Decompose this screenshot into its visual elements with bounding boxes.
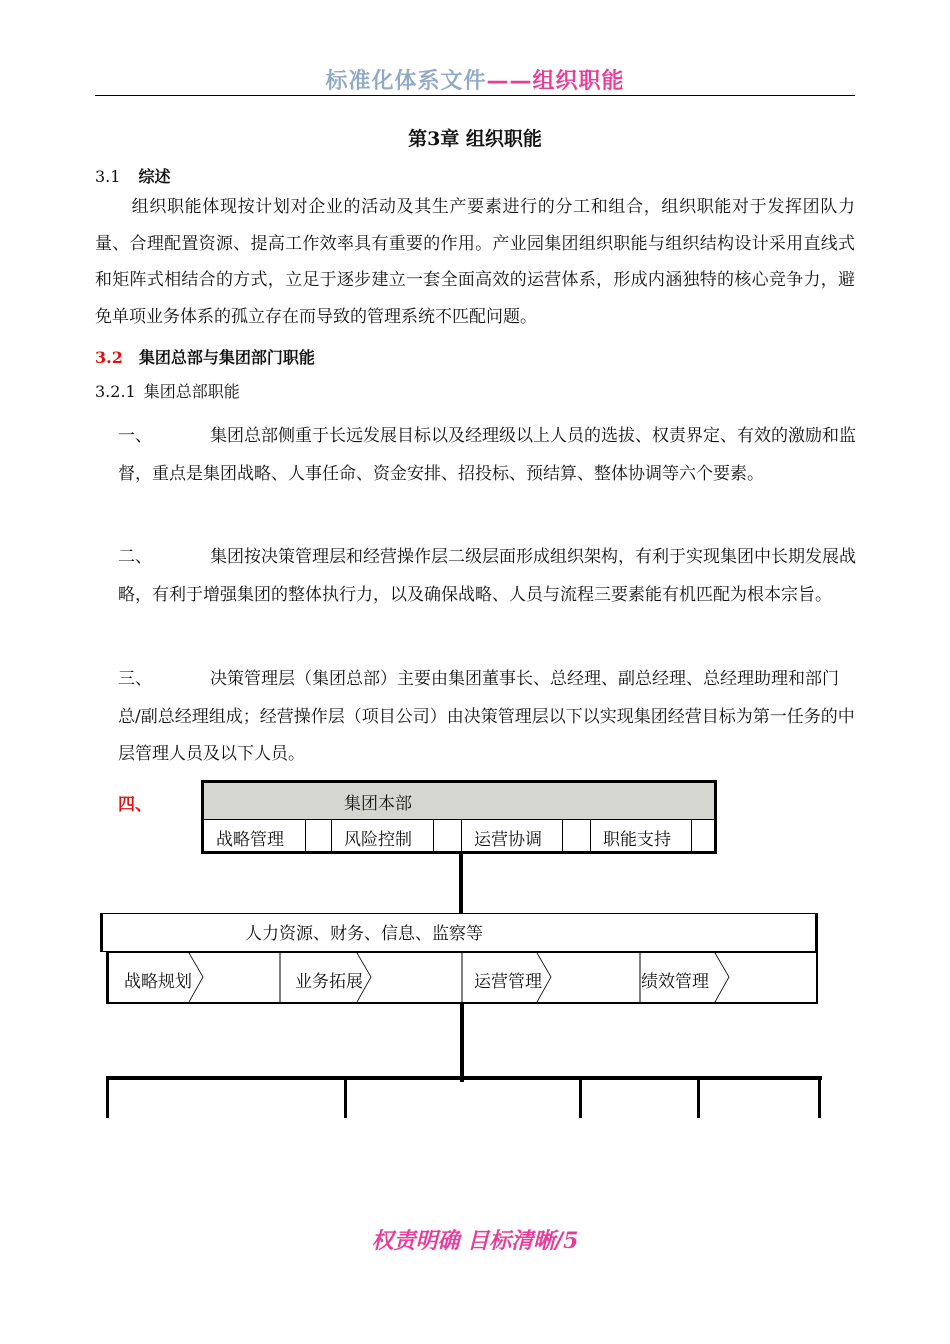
org-hq-function-label: 运营协调 bbox=[474, 830, 542, 850]
chapter-title: 第3章 组织职能 bbox=[408, 128, 542, 150]
org-dept-function bbox=[112, 953, 280, 1002]
org-branch-leg bbox=[818, 1076, 821, 1118]
org-hq-function bbox=[332, 820, 433, 854]
item-lead: 一、 bbox=[118, 426, 152, 446]
list-item-3 bbox=[118, 661, 856, 774]
org-divider bbox=[433, 820, 434, 854]
item-text: 集团按决策管理层和经营操作层二级层面形成组织架构，有利于实现集团中长期发展战略，有利于增强集团的整体执行力，以及确保战略、人员与流程三要素能有机匹配为根本宗旨。 bbox=[118, 547, 856, 605]
intro-paragraph bbox=[95, 189, 855, 335]
org-branch-leg bbox=[344, 1076, 347, 1118]
item-lead: 二、 bbox=[118, 547, 152, 567]
org-divider bbox=[562, 820, 563, 854]
org-dept-header-box bbox=[100, 913, 818, 952]
section-title: 综述 bbox=[138, 167, 171, 186]
org-branch-bar bbox=[106, 1076, 822, 1080]
page-footer: 权责明确 目标清晰/5 bbox=[371, 1228, 579, 1254]
org-hq-function-label: 职能支持 bbox=[603, 830, 671, 850]
item-lead: 三、 bbox=[118, 669, 152, 689]
org-dept-function bbox=[629, 953, 813, 1002]
org-dept-function-label: 运营管理 bbox=[474, 972, 542, 992]
org-branch-leg bbox=[697, 1076, 700, 1118]
section-3-2-heading bbox=[95, 345, 315, 368]
org-branch-leg bbox=[106, 1076, 109, 1118]
org-hq-function bbox=[204, 820, 305, 854]
org-hq-function bbox=[462, 820, 562, 854]
section-3-2-1-heading bbox=[95, 379, 240, 402]
section-number: 3.2 bbox=[95, 348, 123, 367]
org-hq-box bbox=[201, 780, 717, 854]
header-doc-type: 标准化体系文件 bbox=[325, 69, 487, 94]
header-topic: ——组织职能 bbox=[486, 69, 625, 94]
org-dept-function bbox=[462, 953, 638, 1002]
section-number: 3.1 bbox=[95, 167, 121, 186]
section-number: 3.2.1 bbox=[95, 382, 136, 401]
org-hq-function-label: 战略管理 bbox=[216, 830, 284, 850]
item-text: 集团总部侧重于长远发展目标以及经理级以上人员的选拔、权责界定、有效的激励和监督，重点是集团战略、人事任命、资金安排、招投标、预结算、整体协调等六个要素。 bbox=[118, 426, 856, 484]
org-dept-function-label: 业务拓展 bbox=[295, 972, 363, 992]
section-title: 集团总部职能 bbox=[143, 382, 240, 401]
list-item-1 bbox=[118, 418, 856, 493]
org-hq-function-label: 风险控制 bbox=[344, 830, 412, 850]
org-hq-header bbox=[204, 783, 714, 820]
org-dept-function-label: 战略规划 bbox=[124, 972, 192, 992]
org-branch-leg bbox=[579, 1076, 582, 1118]
org-hq-function bbox=[591, 820, 691, 854]
org-dept-function bbox=[283, 953, 461, 1002]
section-title: 集团总部与集团部门职能 bbox=[138, 348, 315, 367]
org-connector bbox=[460, 1004, 464, 1082]
section-3-1-heading bbox=[95, 164, 170, 187]
org-dept-function-label: 绩效管理 bbox=[641, 972, 709, 992]
org-dept-functions-box bbox=[106, 951, 818, 1004]
org-divider bbox=[305, 820, 306, 854]
header-rule bbox=[95, 95, 855, 96]
list-item-4-lead: 四、 bbox=[118, 795, 152, 815]
org-hq-title: 集团本部 bbox=[344, 794, 412, 814]
page-header bbox=[0, 64, 950, 95]
list-item-2 bbox=[118, 539, 856, 614]
org-divider bbox=[691, 820, 692, 854]
item-text: 决策管理层（集团总部）主要由集团董事长、总经理、副总经理、总经理助理和部门总/副总经理组成；经营操作层（项目公司）由决策管理层以下以实现集团经营目标为第一任务的中层管理人员及以下人员。 bbox=[118, 669, 855, 764]
org-dept-title: 人力资源、财务、信息、监察等 bbox=[245, 924, 483, 944]
intro-text: 组织职能体现按计划对企业的活动及其生产要素进行的分工和组合，组织职能对于发挥团队力量、合理配置资源、提高工作效率具有重要的作用。产业园集团组织职能与组织结构设计采用直线式和矩阵式相结合的方式，立足于逐步建立一套全面高效的运营体系，形成内涵独特的核心竞争力，避免单项业务体系的孤立存在而导致的管理系统不匹配问题。 bbox=[95, 197, 855, 327]
org-connector bbox=[459, 854, 463, 913]
